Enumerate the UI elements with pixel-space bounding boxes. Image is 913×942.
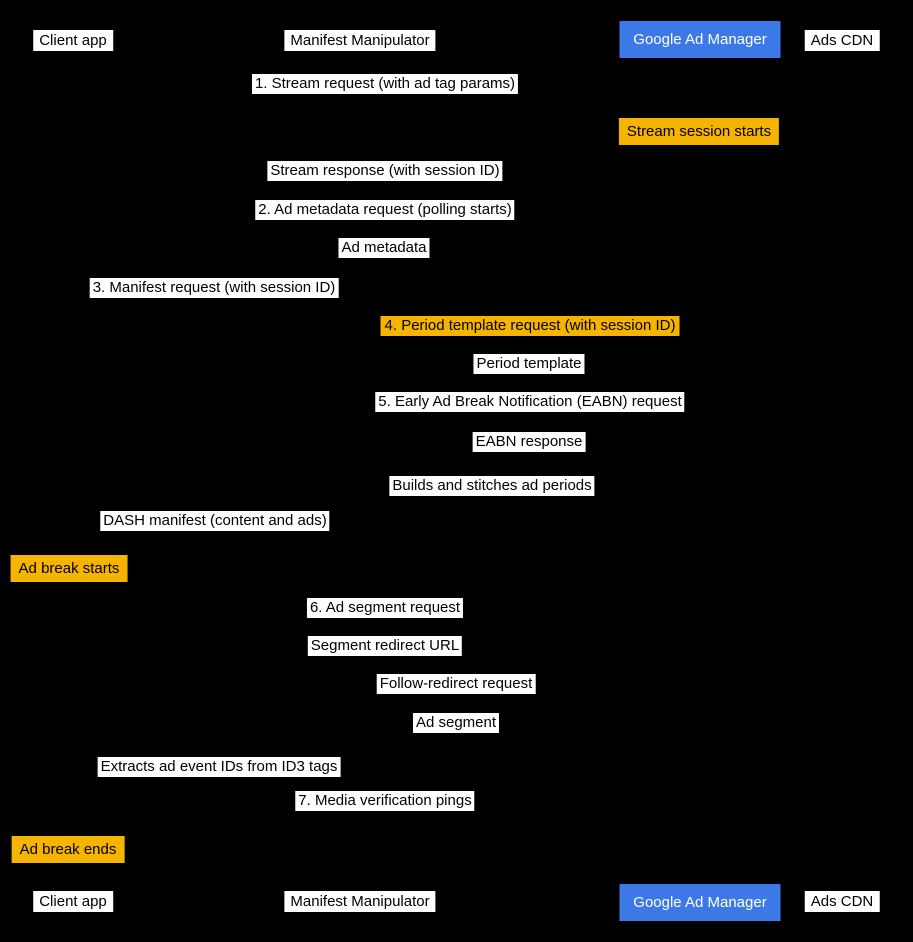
actor-client-app-bottom: Client app [33,891,113,912]
msg-stream-response: Stream response (with session ID) [267,161,502,181]
msg-extracts-ad-event-ids: Extracts ad event IDs from ID3 tags [98,757,341,777]
msg-2-ad-metadata-request: 2. Ad metadata request (polling starts) [255,200,514,220]
msg-5-eabn-request: 5. Early Ad Break Notification (EABN) request [375,392,684,412]
msg-segment-redirect-url: Segment redirect URL [308,636,462,656]
note-ad-break-ends: Ad break ends [12,836,125,863]
msg-7-media-verification: 7. Media verification pings [295,791,474,811]
actor-google-ad-manager-bottom: Google Ad Manager [620,884,781,921]
msg-4-period-template-request: 4. Period template request (with session ID) [381,316,680,336]
note-ad-break-starts: Ad break starts [11,555,128,582]
actor-ads-cdn-top: Ads CDN [805,30,880,51]
actor-ads-cdn-bottom: Ads CDN [805,891,880,912]
msg-builds-and-stitches: Builds and stitches ad periods [389,476,594,496]
actor-manifest-manipulator-top: Manifest Manipulator [284,30,435,51]
msg-ad-segment: Ad segment [413,713,499,733]
msg-ad-metadata: Ad metadata [338,238,429,258]
actor-google-ad-manager-top: Google Ad Manager [620,21,781,58]
msg-period-template: Period template [473,354,584,374]
msg-eabn-response: EABN response [473,432,586,452]
msg-dash-manifest: DASH manifest (content and ads) [100,511,329,531]
actor-client-app-top: Client app [33,30,113,51]
note-stream-session-starts: Stream session starts [619,118,779,145]
msg-follow-redirect-request: Follow-redirect request [377,674,536,694]
msg-3-manifest-request: 3. Manifest request (with session ID) [90,278,339,298]
msg-1-stream-request: 1. Stream request (with ad tag params) [252,74,518,94]
actor-manifest-manipulator-bottom: Manifest Manipulator [284,891,435,912]
msg-6-ad-segment-request: 6. Ad segment request [307,598,463,618]
